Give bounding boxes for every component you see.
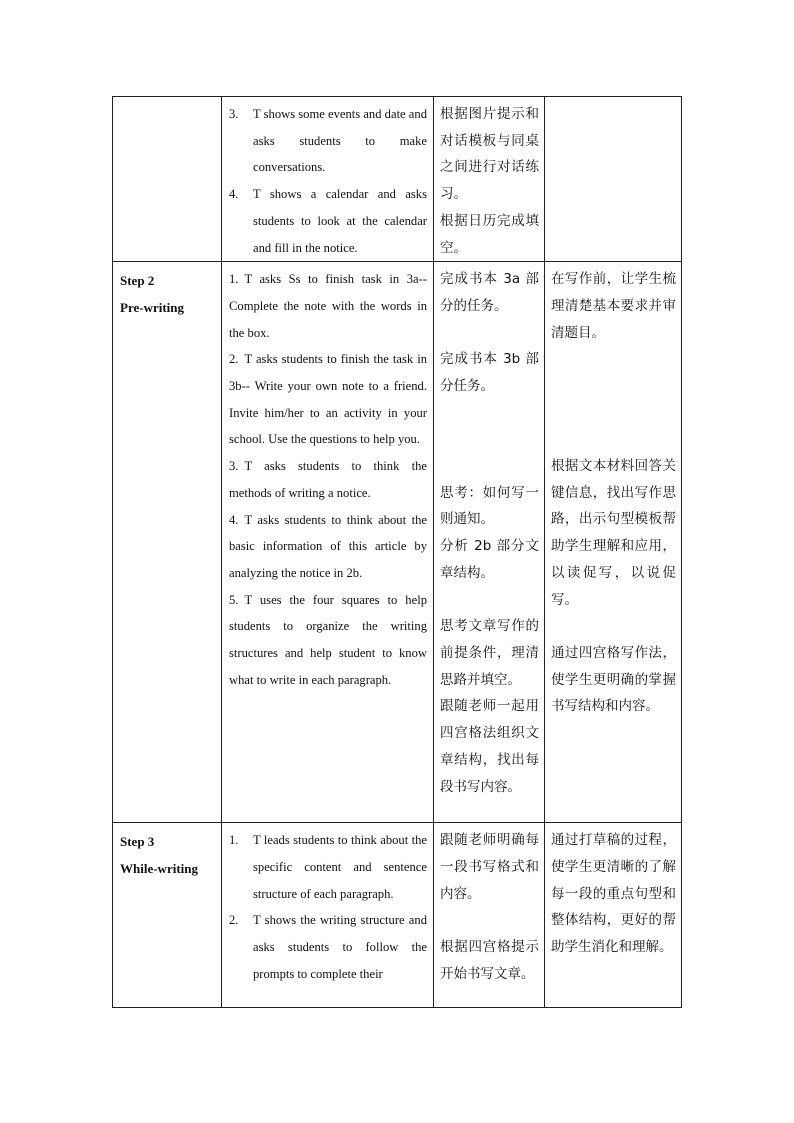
student-activity-text: 思考：如何写一则通知。 [440, 484, 539, 528]
student-activity-text: 完成书本 3b 部分任务。 [440, 351, 539, 395]
teacher-item: 1. T asks Ss to finish task in 3a-- Complete the note with the words in the box. [229, 272, 427, 340]
teacher-activity-cell [222, 97, 434, 262]
teacher-item: 2. T asks students to finish the task in 3b-- Write your own note to a friend. Invite him/her to an activity in your school. Use the questions to help you. [229, 352, 427, 447]
student-activity-text: 根据图片提示和对话模板与同桌之间进行对话练习。 [440, 106, 539, 203]
purpose-cell [545, 262, 682, 823]
step-stage: While-writing [120, 860, 198, 876]
step-cell [113, 97, 222, 262]
teacher-item: 4. T asks students to think about the basic information of this article by analyzing the notice in 2b. [229, 512, 427, 580]
teacher-item: 4. T shows a calendar and asks students to look at the calendar and fill in the notice. [229, 187, 427, 255]
purpose-cell [545, 97, 682, 262]
purpose-text: 通过打草稿的过程，使学生更清晰的了解每一段的重点句型和整体结构，更好的帮助学生消化和理解。 [551, 832, 676, 956]
teacher-activity-cell [222, 823, 434, 1008]
teacher-item: 2. T shows the writing structure and asks students to follow the prompts to complete their [229, 913, 427, 981]
teacher-item: 3. T shows some events and date and asks students to make conversations. [229, 107, 427, 175]
step-stage: Pre-writing [120, 299, 185, 315]
student-activity-cell [434, 262, 545, 823]
student-activity-text: 跟随老师一起用四宫格法组织文章结构，找出每段书写内容。 [440, 698, 539, 795]
student-activity-text: 完成书本 3a 部分的任务。 [440, 271, 539, 314]
purpose-cell [545, 823, 682, 1008]
student-activity-text: 跟随老师明确每一段书写格式和内容。 [440, 832, 539, 902]
student-activity-text: 根据四宫格提示开始书写文章。 [440, 939, 539, 982]
purpose-text: 在写作前，让学生梳理清楚基本要求并审清题目。 [551, 271, 676, 341]
step-cell [113, 823, 222, 1008]
student-activity-text: 根据日历完成填空。 [440, 212, 539, 256]
student-activity-cell [434, 823, 545, 1008]
teacher-item: 3. T asks students to think the methods of writing a notice. [229, 459, 427, 500]
student-activity-text: 思考文章写作的前提条件，理清思路并填空。 [440, 618, 539, 688]
teacher-item: 1. T leads students to think about the specific content and sentence structure of each paragraph. [229, 833, 427, 901]
table-row [113, 823, 682, 1008]
table-row [113, 262, 682, 823]
student-activity-cell [434, 97, 545, 262]
step-number: Step 2 [120, 273, 155, 289]
teacher-activity-cell [222, 262, 434, 823]
lesson-plan-table [112, 96, 682, 1008]
purpose-text: 通过四宫格写作法，使学生更明确的掌握书写结构和内容。 [551, 644, 676, 715]
table-row [113, 97, 682, 262]
student-activity-text: 分析 2b 部分文章结构。 [440, 538, 539, 581]
step-number: Step 3 [120, 834, 155, 850]
purpose-text: 根据文本材料回答关键信息，找出写作思路，出示句型模板帮助学生理解和应用，以读促写，以说促写。 [551, 458, 676, 608]
teacher-item: 5. T uses the four squares to help students to organize the writing structures and help student to know what to write in each paragraph. [229, 592, 427, 687]
step-cell [113, 262, 222, 823]
